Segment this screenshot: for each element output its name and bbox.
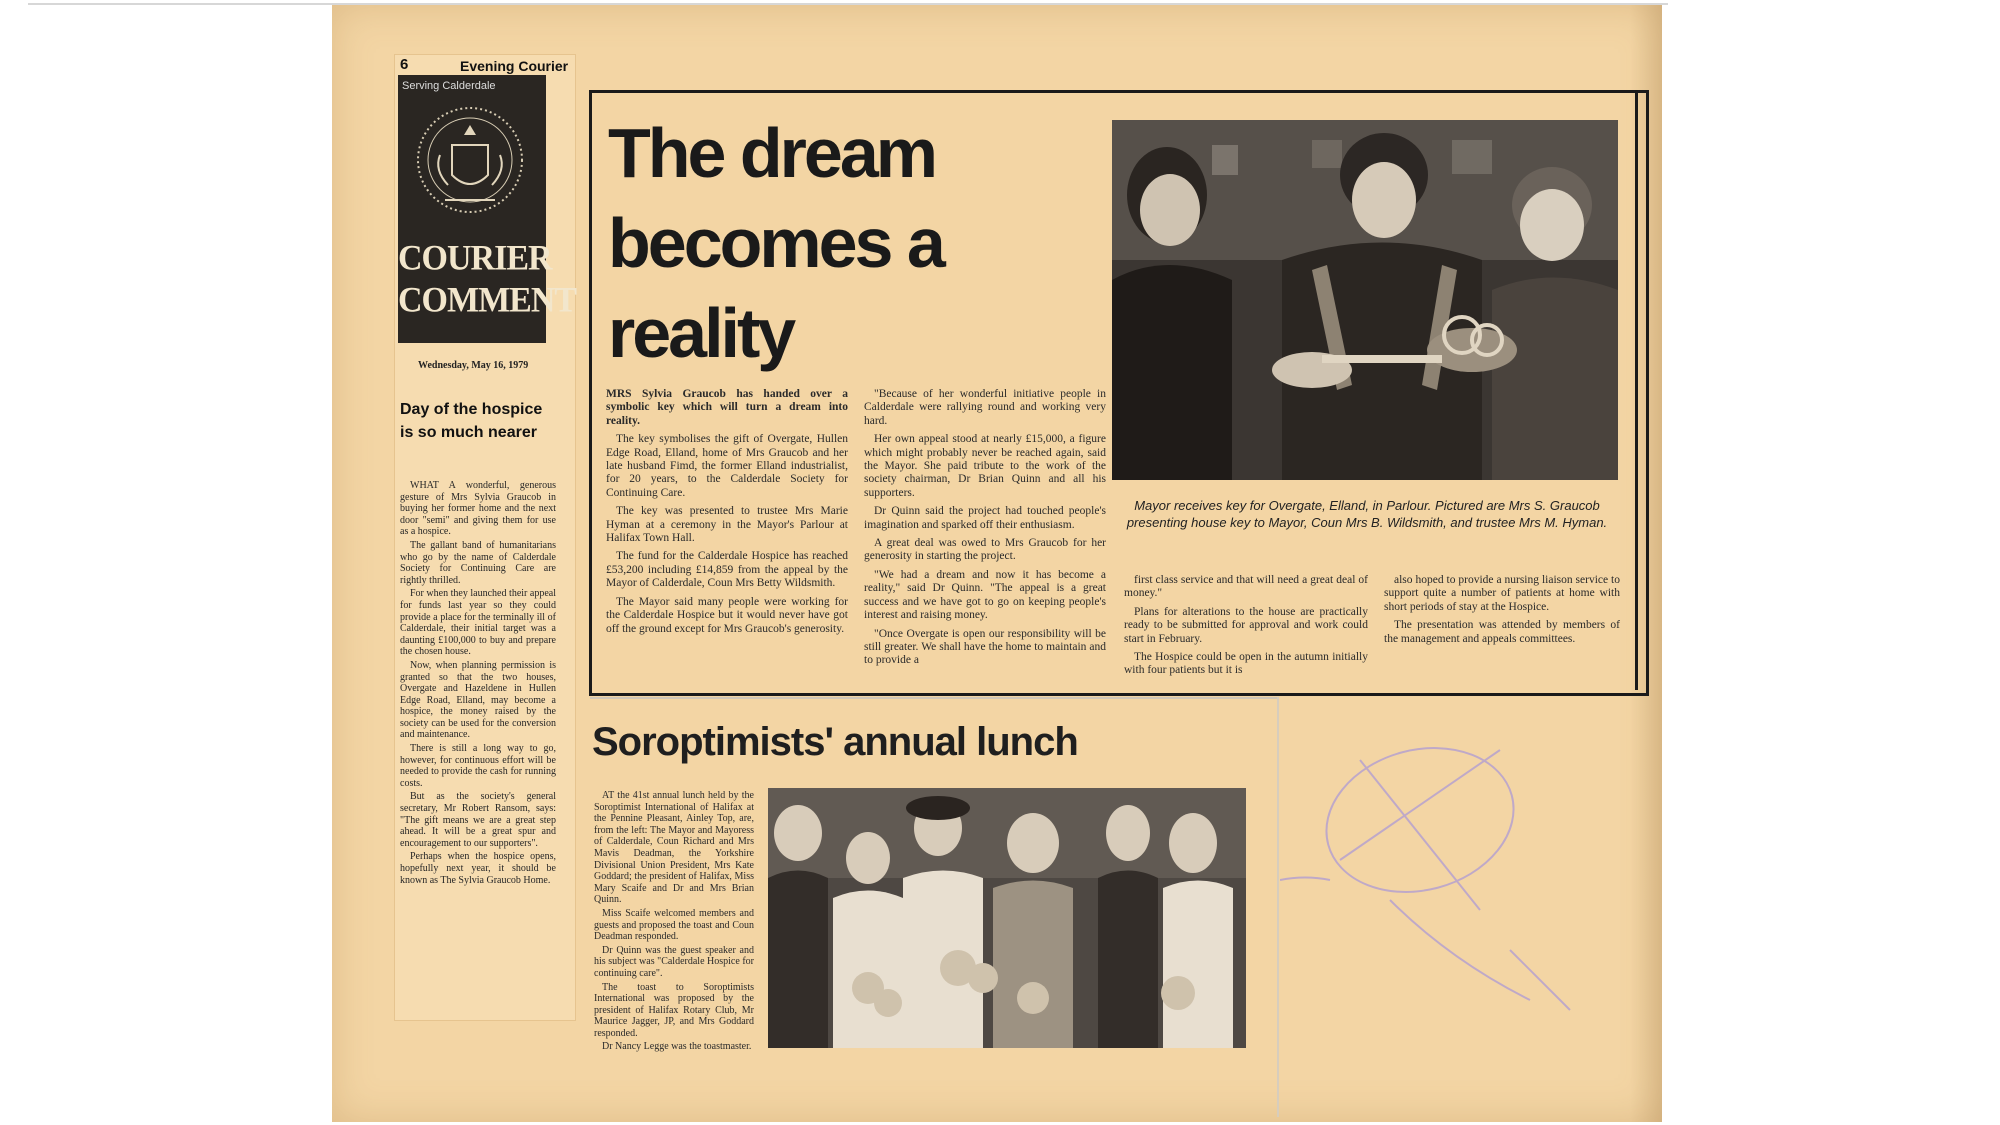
coat-of-arms-icon (410, 100, 530, 225)
pencil-scribble (1280, 700, 1660, 1040)
article-paragraph: The key was presented to trustee Mrs Marie Hyman at a ceremony in the Mayor's Parlour at Halifax Town Hall. (606, 505, 848, 545)
article-paragraph: AT the 41st annual lunch held by the Soroptimist International of Halifax at the Pennine Pleasant, Ainley Top, are, from the left: The Mayor and Mayoress of Calderdale, Coun Richard and Mrs Mavis Deadman, the Yorkshire Divisional Union President, Mrs Kate Goddard; the president of Halifax, Miss Mary Scaife and Dr and Mrs Brian Quinn. (594, 790, 754, 906)
comment-paragraph: The gallant band of humanitarians who go by the name of Calderdale Society for Continuing Care are rightly thrilled. (400, 539, 556, 586)
article-paragraph: "Because of her wonderful initiative people in Calderdale were rallying round and working very hard. (864, 388, 1106, 427)
article-paragraph: The toast to Soroptimists International was proposed by the president of Halifax Rotary Club, Mr Maurice Jagger, JP, and Mrs Goddard responded. (594, 981, 754, 1039)
clipping-edge (590, 697, 1277, 699)
article-column (1384, 574, 1620, 651)
courier-comment-title: COURIER COMMENT (398, 239, 577, 320)
article-paragraph: first class service and that will need a great deal of money." (1124, 574, 1368, 600)
article-column (864, 388, 1106, 673)
comment-paragraph: Now, when planning permission is granted so that the two houses, Overgate and Hazeldene in Hullen Edge Road, Elland, may become a hospice, the money raised by the society can be used for the conversion and maintenance. (400, 659, 556, 741)
comment-paragraph: But as the society's general secretary, Mr Robert Ransom, says: "The gift means we are a great step ahead. It will be a great spur and encouragement to our supporters". (400, 791, 556, 849)
article-paragraph: A great deal was owed to Mrs Graucob for her generosity in starting the project. (864, 537, 1106, 563)
article-paragraph: "We had a dream and now it has become a reality," said Dr Quinn. "The appeal is a great success and we have got to go on keeping people's interest and raising money. (864, 568, 1106, 622)
article-column (606, 388, 848, 641)
article-paragraph: The presentation was attended by members of the management and appeals committees. (1384, 619, 1620, 645)
newspaper-name: Evening Courier (460, 58, 569, 74)
article-paragraph: The Mayor said many people were working for the Calderdale Hospice but it would never have got off the ground except for Mrs Graucob's generosity. (606, 595, 848, 635)
comment-headline: Day of the hospice is so much nearer (400, 401, 543, 441)
article-paragraph: The fund for the Calderdale Hospice has reached £53,200 including £14,859 from the appeal by the Mayor of Calderdale, Coun Mrs Betty Wildsmith. (606, 550, 848, 590)
article-paragraph: also hoped to provide a nursing liaison service to support quite a number of patients at home with short periods of stay at the Hospice. (1384, 574, 1620, 613)
publication-date: Wednesday, May 16, 1979 (418, 360, 529, 371)
article-paragraph: Dr Nancy Legge was the toastmaster. (602, 1041, 752, 1053)
tagline: Serving Calderdale (402, 80, 496, 92)
article-paragraph: Plans for alterations to the house are practically ready to be submitted for approval and work could start in February. (1124, 605, 1368, 645)
mayor-key-photo (1112, 120, 1618, 480)
comment-paragraph: For when they launched their appeal for funds last year so they could provide a place for the terminally ill of Calderdale, their initial target was a daunting £100,000 to buy and prepare the chosen house. (400, 588, 556, 658)
soroptimists-headline: Soroptimists' annual lunch (592, 720, 1078, 764)
comment-paragraph: There is still a long way to go, however, for continuous effort will be needed to provide the cash for running costs. (400, 743, 556, 789)
soroptimists-group-photo (768, 788, 1246, 1048)
page-number: 6 (400, 56, 409, 73)
article-paragraph: "Once Overgate is open our responsibility will be still greater. We shall have the home to maintain and to provide a (864, 627, 1106, 667)
article-paragraph: Dr Quinn was the guest speaker and his subject was "Calderdale Hospice for continuing care". (594, 944, 754, 979)
main-headline: The dream becomes a reality (608, 114, 943, 372)
article-paragraph: Her own appeal stood at nearly £15,000, a figure which might probably never be reached again, said the Mayor. She paid tribute to the work of the society chairman, Dr Brian Quinn and all his supporters. (864, 433, 1106, 499)
article-paragraph: Miss Scaife welcomed members and guests and proposed the toast and Coun Deadman responded. (594, 907, 754, 943)
article-paragraph: The Hospice could be open in the autumn initially with four patients but it is (1124, 651, 1368, 677)
photo-caption: Mayor receives key for Overgate, Elland, in Parlour. Pictured are Mrs S. Graucob presenting house key to Mayor, Coun Mrs B. Wildsmith, and trustee Mrs M. Hyman. (1126, 498, 1608, 530)
comment-paragraph: Perhaps when the hospice opens, hopefully next year, it should be known as The Sylvia Graucob Home. (400, 851, 556, 886)
comment-body (400, 480, 556, 888)
soroptimists-body (594, 790, 754, 1055)
article-lead: MRS Sylvia Graucob has handed over a symbolic key which will turn a dream into reality. (606, 388, 848, 427)
article-paragraph: The key symbolises the gift of Overgate, Hullen Edge Road, Elland, home of Mrs Graucob and her late husband Fimd, the former Elland industrialist, for 20 years, to the Calderdale Society for Continuing Care. (606, 433, 848, 499)
article-column (1124, 574, 1368, 683)
article-paragraph: Dr Quinn said the project had touched people's imagination and sparked off their enthusiasm. (864, 505, 1106, 531)
comment-paragraph: WHAT A wonderful, generous gesture of Mrs Sylvia Graucob in buying her former home and the next door "semi" and giving them for use as a hospice. (400, 480, 556, 538)
clipping-edge (1277, 697, 1279, 1117)
frame-double-rule (1635, 90, 1638, 690)
